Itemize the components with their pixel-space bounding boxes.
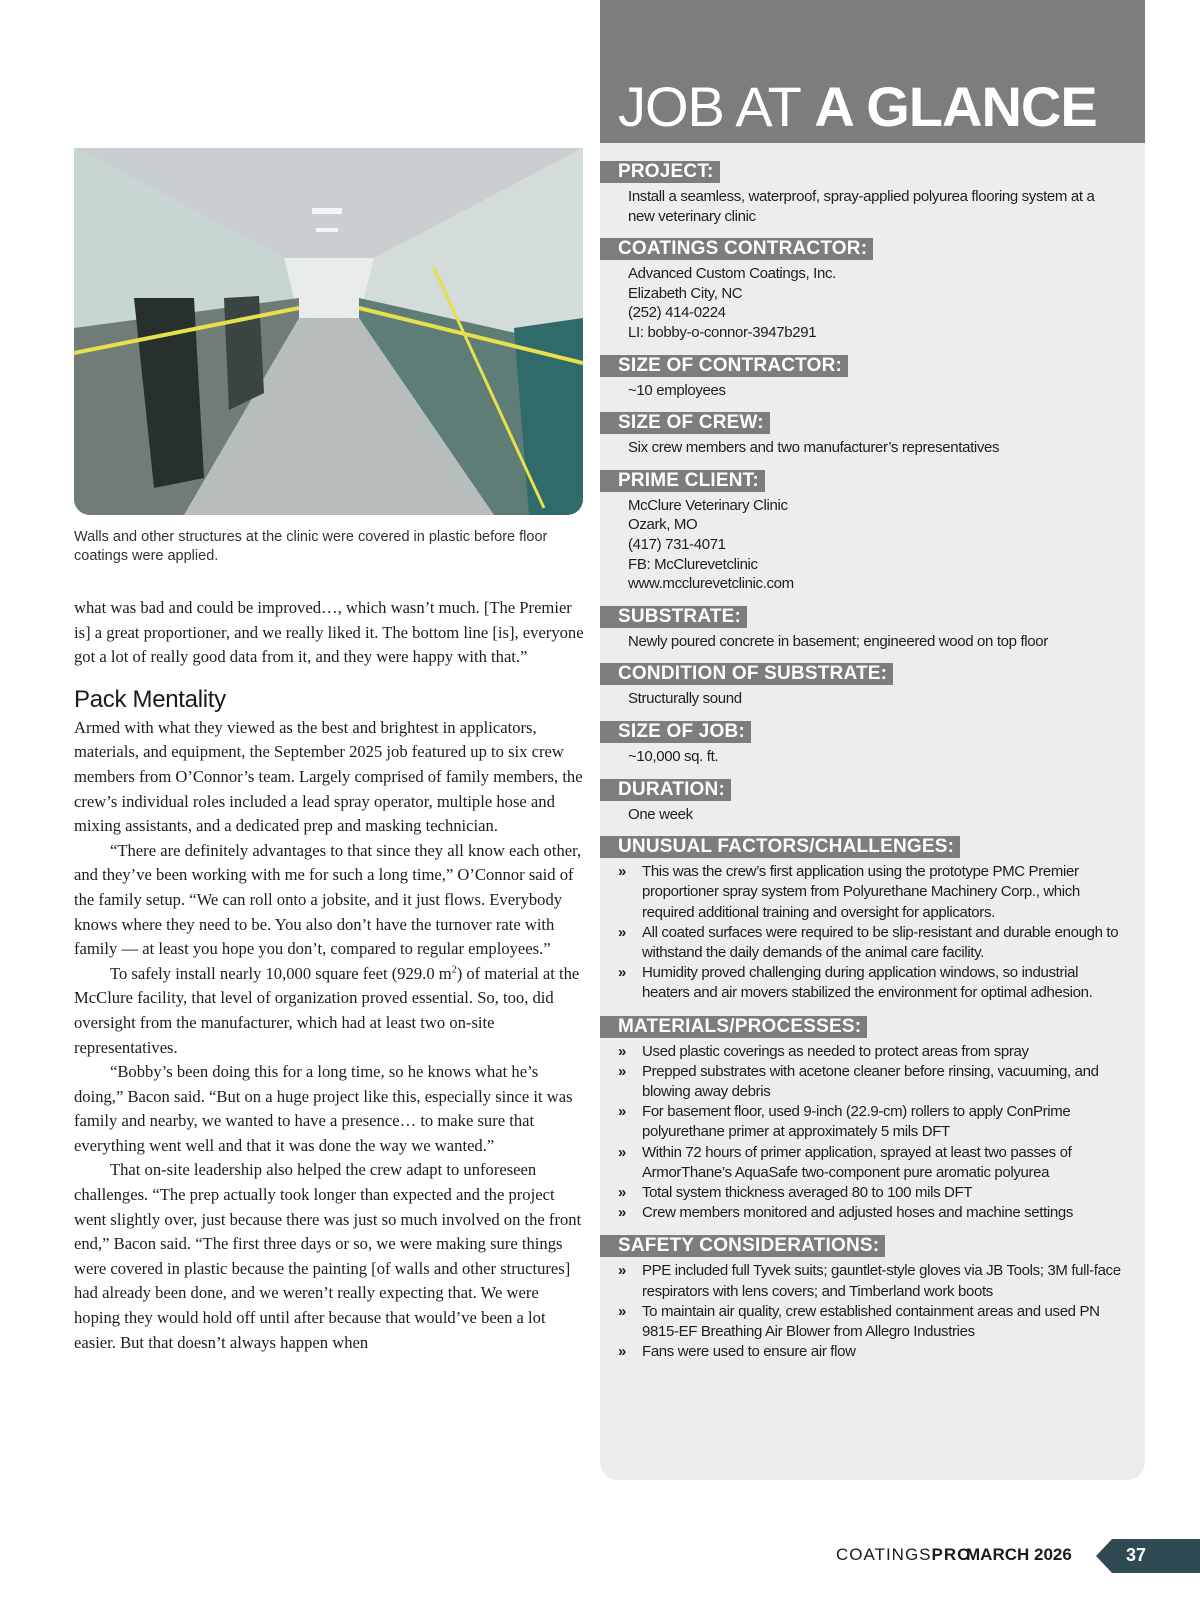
section-label: PRIME CLIENT: [600,470,765,492]
list-item: » Used plastic coverings as needed to protect areas from spray [618,1042,1122,1062]
list-item: » Prepped substrates with acetone cleaner before rinsing, vacuuming, and blowing away debris [618,1062,1122,1102]
line: Structurally sound [628,690,742,708]
bullet-list [600,1038,1145,1224]
section-body [600,801,1145,825]
section-label: SUBSTRATE: [600,606,747,628]
section-body [600,377,1145,401]
section-body [600,260,1145,342]
section-size-job [600,721,1145,767]
section-label: SIZE OF CREW: [600,412,770,434]
line: new veterinary clinic [628,207,756,225]
section-client [600,470,1145,594]
section-label: SIZE OF CONTRACTOR: [600,355,848,377]
magazine-name [836,1545,971,1565]
section-body [600,492,1145,594]
line: Newly poured concrete in basement; engineered wood on top floor [628,632,1048,650]
list-item: » PPE included full Tyvek suits; gauntlet-style gloves via JB Tools; 3M full-face respirators with lens covers; and Timberland work boots [618,1261,1122,1301]
section-body [600,685,1145,709]
photo-caption: Walls and other structures at the clinic were covered in plastic before floor coatings were applied. [74,529,548,564]
list-item: » For basement floor, used 9-inch (22.9-cm) rollers to apply ConPrime polyurethane primer at approximately 5 mils DFT [618,1102,1122,1142]
section-label: CONDITION OF SUBSTRATE: [600,663,893,685]
list-item: » To maintain air quality, crew established containment areas and used PN 9815-EF Breathing Air Blower from Allegro Industries [618,1302,1122,1342]
paragraph: “Bobby’s been doing this for a long time, so he knows what he’s doing,” Bacon said. “But on a huge project like this, especially since it was family and nearby, we wanted to have a presence… to make sure that everything went well and that it was done the way we wanted.” [74,1062,573,1155]
list-item: » Total system thickness averaged 80 to 100 mils DFT [618,1183,1122,1203]
article-body [74,596,586,1355]
paragraph-part: ) of material at the McClure facility, that level of organization proved essential. So, too, did oversight from the manufacturer, which had at least two on-site representatives. [74,963,580,1057]
paragraph: That on-site leadership also helped the crew adapt to unforeseen challenges. “The prep actually took longer than expected and the project went slightly over, just because there was just so much involved on the front end,” Bacon said. “The first three days or so, we were making sure things were covered in plastic because the painting [of walls and other structures] had already been done, and we weren’t really expecting that. We were hoping they would hold off until after because that would’ve been a lot easier. But that doesn’t always happen when [74,1160,582,1352]
section-contractor [600,238,1145,342]
list-item: » Within 72 hours of primer application, sprayed at least two passes of ArmorThane’s AquaSafe two-component pure aromatic polyurea [618,1143,1122,1183]
section-label: SAFETY CONSIDERATIONS: [600,1235,885,1257]
line: One week [628,805,693,823]
section-label: COATINGS CONTRACTOR: [600,238,873,260]
section-body [600,183,1145,226]
paragraph: what was bad and could be improved…, which wasn’t much. [The Premier is] a great proportioner, and we really liked it. The bottom line [is], everyone got a lot of really good data from it, and they were happy with that.” [74,598,584,667]
issue-date: MARCH 2026 [966,1545,1072,1564]
magazine-name-a: COATINGS [836,1545,932,1564]
line: www.mcclurevetclinic.com [628,575,794,593]
line: ~10 employees [628,381,726,399]
section-body [600,628,1145,652]
paragraph: Armed with what they viewed as the best and brightest in applicators, materials, and equipment, the September 2025 job featured up to six crew members from O’Connor’s team. Largely comprised of family members, the crew’s individual roles included a lead spray operator, multiple hose and mixing assistants, and a dedicated prep and masking technician. [74,717,583,836]
list-item: » Humidity proved challenging during application windows, so industrial heaters and air movers stabilized the environment for optimal adhesion. [618,963,1122,1003]
hallway-photo [74,148,583,515]
section-unusual [600,836,1145,1003]
sidebar-sections [600,143,1145,1362]
line: LI: bobby-o-connor-3947b291 [628,323,817,341]
line: Install a seamless, waterproof, spray-applied polyurea flooring system at a [628,188,1095,205]
bullet-list [600,1257,1145,1362]
job-at-a-glance-sidebar [600,0,1145,1480]
page-number-tab [1096,1539,1200,1573]
line: Elizabeth City, NC [628,284,743,302]
section-size-contractor [600,355,1145,401]
section-label: MATERIALS/PROCESSES: [600,1016,867,1038]
section-safety [600,1235,1145,1362]
section-size-crew [600,412,1145,458]
list-item: » This was the crew’s first application using the prototype PMC Premier proportioner spray system from Polyurethane Machinery Corp., which required additional training and oversight for applicators. [618,862,1122,923]
page-number: 37 [1126,1545,1147,1565]
hallway-illustration [74,148,583,515]
list-item: » Crew members monitored and adjusted hoses and machine settings [618,1203,1122,1223]
section-label: DURATION: [600,779,731,801]
sidebar-header [600,0,1145,143]
line: (252) 414-0224 [628,304,726,322]
bullet-list [600,858,1145,1003]
paragraph [74,962,586,1060]
sidebar-title [618,76,1097,138]
section-label: SIZE OF JOB: [600,721,751,743]
title-light: JOB AT [618,75,815,138]
section-label: PROJECT: [600,161,720,183]
superscript: 2 [451,964,457,976]
section-label: UNUSUAL FACTORS/CHALLENGES: [600,836,960,858]
magazine-name-b: PRO [931,1545,972,1564]
paragraph-part: To safely install nearly 10,000 square feet (929.0 m [110,963,452,983]
line: FB: McClurevetclinic [628,555,758,573]
section-materials [600,1016,1145,1224]
line: ~10,000 sq. ft. [628,747,719,765]
section-body [600,743,1145,767]
section-condition [600,663,1145,709]
section-project [600,161,1145,226]
list-item: » All coated surfaces were required to be slip-resistant and durable enough to withstand the daily demands of the animal care facility. [618,923,1122,963]
section-heading: Pack Mentality [74,685,226,713]
title-bold: A GLANCE [814,75,1097,138]
section-body [600,434,1145,458]
list-item: » Fans were used to ensure air flow [618,1342,1122,1362]
paragraph: “There are definitely advantages to that since they all know each other, and they’ve been working with me for such a long time,” O’Connor said of the family setup. “We can roll onto a jobsite, and it just flows. Everybody knows where they need to be. You also don’t have the turnover rate with family — at least you hope you don’t, compared to regular employees.” [74,840,582,959]
line: Six crew members and two manufacturer’s representatives [628,439,1000,457]
line: Advanced Custom Coatings, Inc. [628,265,836,283]
section-duration [600,779,1145,825]
section-substrate [600,606,1145,652]
line: Ozark, MO [628,516,698,534]
line: (417) 731-4071 [628,535,726,553]
line: McClure Veterinary Clinic [628,496,788,514]
